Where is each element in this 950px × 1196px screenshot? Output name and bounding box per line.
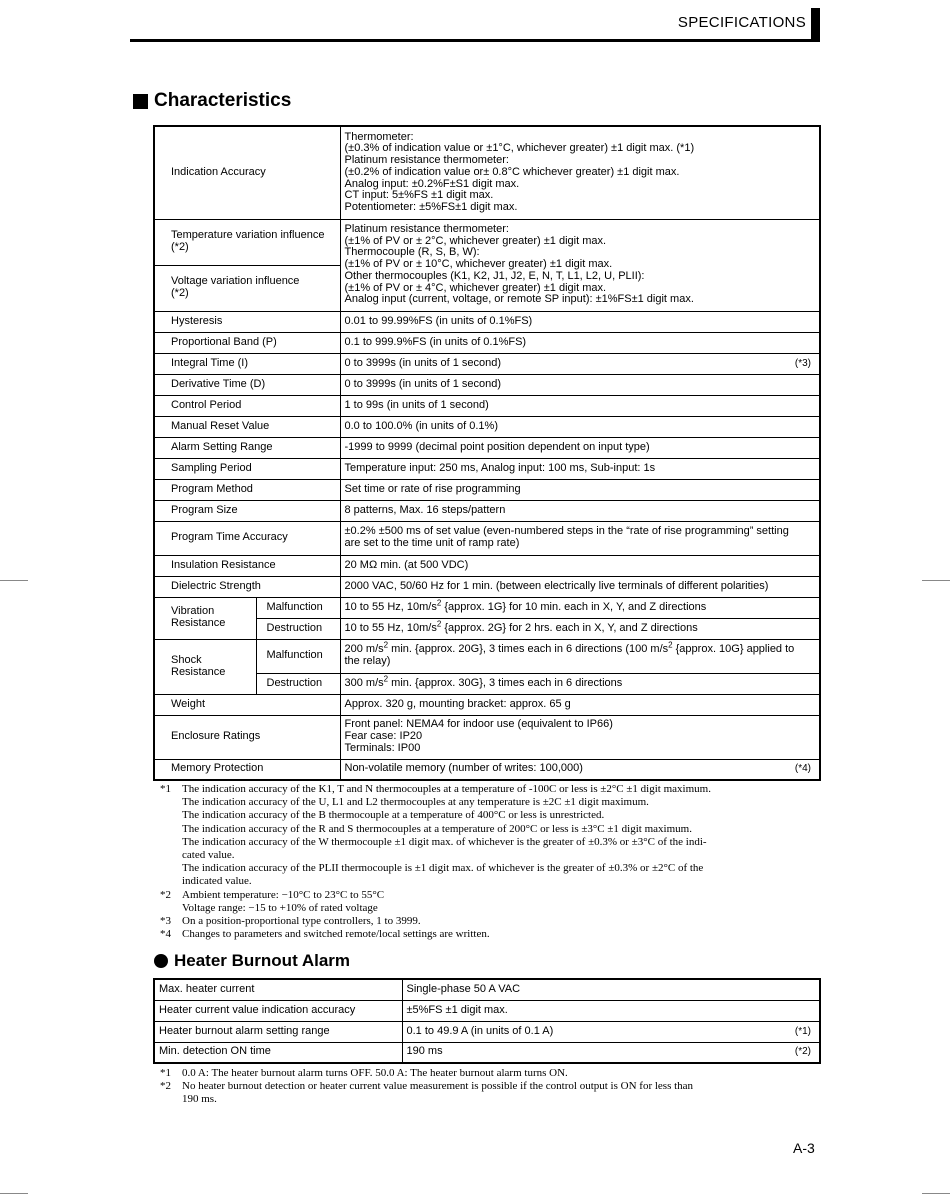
- row-value: 10 to 55 Hz, $10m/s^2$ {approx. 1G} for 10 min. each in X, Y, and Z directions: [340, 597, 820, 618]
- row-value: Temperature input: 250 ms, Analog input: 100 ms, Sub-input: 1s: [340, 458, 820, 479]
- footnote-ref: (*1): [794, 1025, 811, 1037]
- row-label: Voltage variation influence (*2): [154, 265, 340, 311]
- section-heading-characteristics: Characteristics: [133, 90, 291, 112]
- crop-mark-bottom-right: [922, 1193, 950, 1194]
- row-value: Set time or rate of rise programming: [340, 479, 820, 500]
- row-label: Heater current value indication accuracy: [154, 1000, 402, 1021]
- row-label: Shock Resistance: [154, 639, 256, 694]
- table-row: [154, 311, 820, 332]
- footnote: *1 0.0 A: The heater burnout alarm turns OFF. 50.0 A: The heater burnout alarm turns ON.: [160, 1067, 568, 1079]
- table-row: [154, 126, 820, 219]
- table-row: [154, 500, 820, 521]
- row-value: ±0.2% ±500 ms of set value (even-numbered steps in the “rate of rise programming” setting are set to the time unit of ramp rate): [340, 521, 820, 555]
- table-row: [154, 332, 820, 353]
- row-value: 8 patterns, Max. 16 steps/pattern: [340, 500, 820, 521]
- footnote: *2 No heater burnout detection or heater current value measurement is possible if the control output is ON for less than 190 ms.: [160, 1080, 694, 1106]
- row-value: 190 ms (*2): [402, 1042, 820, 1063]
- row-label: Weight: [154, 694, 340, 715]
- row-label: Memory Protection: [154, 759, 340, 780]
- row-label: Indication Accuracy: [154, 126, 340, 219]
- row-value: 200 $m/s^2$ min. {approx. 20G}, 3 times each in 6 directions (100 $m/s^2$ {approx. 10G} applied to the relay): [340, 639, 820, 673]
- page-number: A-3: [793, 1140, 815, 1156]
- table-row: [154, 1042, 820, 1063]
- footnote-ref: (*3): [794, 357, 811, 369]
- circle-bullet-icon: [154, 954, 168, 968]
- header-tab-bar: [811, 8, 820, 40]
- row-value: 0.1 to 999.9%FS (in units of 0.1%FS): [340, 332, 820, 353]
- row-value: Approx. 320 g, mounting bracket: approx. 65 g: [340, 694, 820, 715]
- table-row: [154, 597, 820, 618]
- row-value: 0 to 3999s (in units of 1 second) (*3): [340, 353, 820, 374]
- table-row: [154, 479, 820, 500]
- row-label: Alarm Setting Range: [154, 437, 340, 458]
- row-value: 2000 VAC, 50/60 Hz for 1 min. (between electrically live terminals of different polarities): [340, 576, 820, 597]
- row-label: Dielectric Strength: [154, 576, 340, 597]
- heater-footnotes: [160, 1067, 820, 1107]
- row-label: Enclosure Ratings: [154, 715, 340, 759]
- table-row: [154, 639, 820, 673]
- row-label: Sampling Period: [154, 458, 340, 479]
- table-row: [154, 395, 820, 416]
- row-label: Temperature variation influence (*2): [154, 219, 340, 265]
- table-row: [154, 576, 820, 597]
- row-label: Heater burnout alarm setting range: [154, 1021, 402, 1042]
- row-label: Vibration Resistance: [154, 597, 256, 639]
- crop-mark-right: [922, 580, 950, 581]
- table-row: [154, 353, 820, 374]
- row-value: ±5%FS ±1 digit max.: [402, 1000, 820, 1021]
- row-label: Max. heater current: [154, 979, 402, 1000]
- footnote-ref: (*4): [794, 763, 811, 775]
- crop-mark-bottom-left: [0, 1193, 28, 1194]
- footnote: *4 Changes to parameters and switched remote/local settings are written.: [160, 928, 490, 941]
- footnote: *1 The indication accuracy of the K1, T and N thermocouples at a temperature of -100C or less is ±2°C ±1 digit maximum. The indication accuracy of the U, L1 and L2 thermocouples at any temperature is ±2C ±1 digit maximum. The indication accuracy of the B thermocouple at a temperature of 400°C or less is unrestricted. The indication accuracy of the R and S thermocouples at a temperature of 200°C or less is ±3°C ±1 digit maximum. The indication accuracy of the W thermocouple ±1 digit max. of whichever is the greater of ±0.3% or ±3°C of the indi- cated value. The indication accuracy of the PLII thermocouple is ±1 digit max. of whichever is the greater of ±0.3% or ±2°C of the indicated value.: [160, 783, 711, 888]
- row-label: Manual Reset Value: [154, 416, 340, 437]
- crop-mark-left: [0, 580, 28, 581]
- row-sublabel: Malfunction: [256, 639, 340, 673]
- row-value: Front panel: NEMA4 for indoor use (equivalent to IP66) Fear case: IP20 Terminals: IP00: [340, 715, 820, 759]
- row-value: -1999 to 9999 (decimal point position dependent on input type): [340, 437, 820, 458]
- footnote: *3 On a position-proportional type controllers, 1 to 3999.: [160, 915, 421, 928]
- table-row: [154, 437, 820, 458]
- row-label: Program Size: [154, 500, 340, 521]
- row-value: 0.1 to 49.9 A (in units of 0.1 A) (*1): [402, 1021, 820, 1042]
- row-label: Derivative Time (D): [154, 374, 340, 395]
- footnote: *2 Ambient temperature: −10°C to 23°C to 55°C Voltage range: −15 to +10% of rated voltage: [160, 888, 385, 914]
- table-row: [154, 1000, 820, 1021]
- heater-burnout-table: [153, 978, 821, 1064]
- row-value: Thermometer: (±0.3% of indication value or ±1°C, whichever greater) ±1 digit max. (*1) Platinum resistance thermometer: (±0.2% of indication value or± 0.8°C whichever greater) ±1 digit max. Analog input: ±0.2%F±S1 digit max. CT input: 5±%FS ±1 digit max. Potentiometer: ±5%FS±1 digit max.: [340, 126, 820, 219]
- row-value: 10 to 55 Hz, $10m/s^2$ {approx. 2G} for 2 hrs. each in X, Y, and Z directions: [340, 618, 820, 639]
- running-header-title: SPECIFICATIONS: [677, 14, 806, 31]
- characteristics-footnotes: [160, 783, 820, 941]
- row-value: 0.0 to 100.0% (in units of 0.1%): [340, 416, 820, 437]
- row-sublabel: Destruction: [256, 673, 340, 694]
- header-rule: [130, 39, 820, 42]
- square-bullet-icon: [133, 94, 148, 109]
- row-sublabel: Malfunction: [256, 597, 340, 618]
- table-row: [154, 1021, 820, 1042]
- characteristics-table: [153, 125, 821, 781]
- table-row: [154, 416, 820, 437]
- footnote-ref: (*2): [794, 1046, 811, 1058]
- row-label: Insulation Resistance: [154, 555, 340, 576]
- row-value: Platinum resistance thermometer: (±1% of PV or ± 2°C, whichever greater) ±1 digit max. Thermocouple (R, S, B, W): (±1% of PV or ± 10°C, whichever greater) ±1 digit max. Other thermocouples (K1, K2, J1, J2, E, N, T, L1, L2, U, PLII): (±1% of PV or ± 4°C, whichever greater) ±1 digit max. Analog input (current, voltage, or remote SP input): ±1%FS±1 digit max.: [340, 219, 820, 311]
- table-row: [154, 979, 820, 1000]
- table-row: [154, 219, 820, 265]
- table-row: [154, 715, 820, 759]
- row-label: Control Period: [154, 395, 340, 416]
- row-value: Single-phase 50 A VAC: [402, 979, 820, 1000]
- row-label: Integral Time (I): [154, 353, 340, 374]
- table-row: [154, 374, 820, 395]
- row-value: 0.01 to 99.99%FS (in units of 0.1%FS): [340, 311, 820, 332]
- row-value: 20 MΩ min. (at 500 VDC): [340, 555, 820, 576]
- table-row: [154, 694, 820, 715]
- row-label: Hysteresis: [154, 311, 340, 332]
- row-label: Proportional Band (P): [154, 332, 340, 353]
- row-value: 1 to 99s (in units of 1 second): [340, 395, 820, 416]
- row-label: Program Method: [154, 479, 340, 500]
- row-value: Non-volatile memory (number of writes: 100,000) (*4): [340, 759, 820, 780]
- table-row: [154, 555, 820, 576]
- table-row: [154, 458, 820, 479]
- row-value: 300 $m/s^2$ min. {approx. 30G}, 3 times each in 6 directions: [340, 673, 820, 694]
- row-sublabel: Destruction: [256, 618, 340, 639]
- row-value: 0 to 3999s (in units of 1 second): [340, 374, 820, 395]
- table-row: [154, 759, 820, 780]
- table-row: [154, 521, 820, 555]
- row-label: Program Time Accuracy: [154, 521, 340, 555]
- row-label: Min. detection ON time: [154, 1042, 402, 1063]
- section-heading-heater-burnout-alarm: Heater Burnout Alarm: [154, 951, 350, 971]
